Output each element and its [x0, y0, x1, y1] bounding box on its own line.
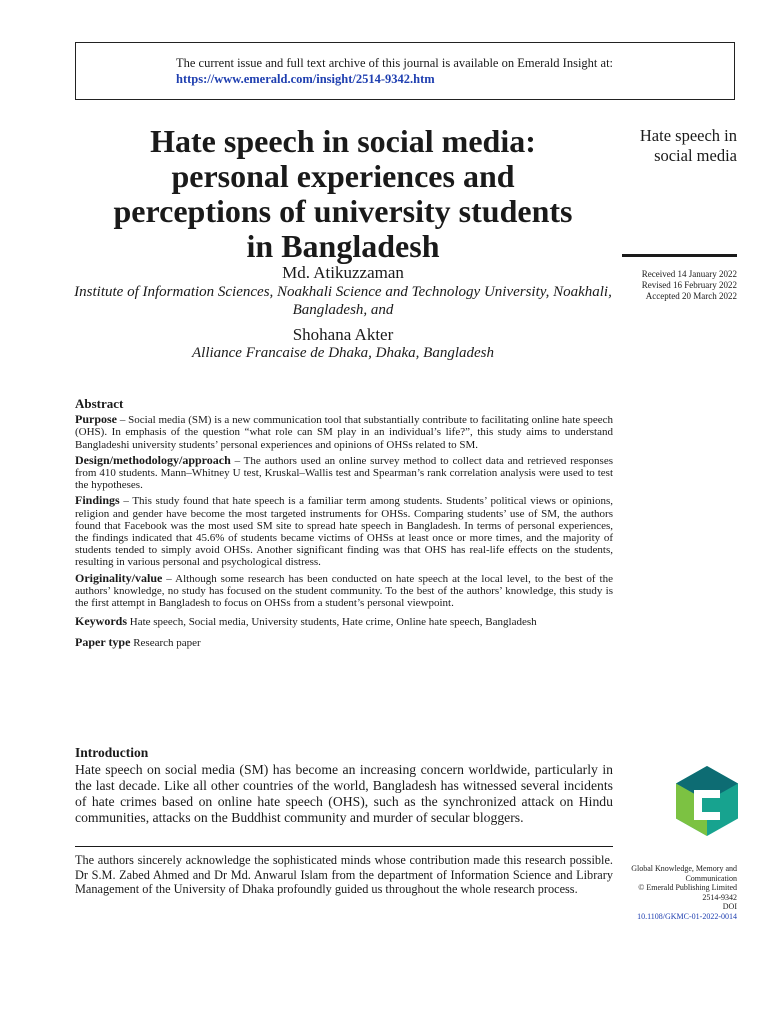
- purpose-label: Purpose: [75, 412, 117, 427]
- author-affiliation: Alliance Francaise de Dhaka, Dhaka, Bangladesh: [191, 345, 494, 361]
- title-line: perceptions of university students: [113, 193, 573, 229]
- introduction-heading: Introduction: [75, 745, 149, 760]
- emerald-crossmark-logo-icon: [676, 766, 738, 836]
- journal-line: Global Knowledge, Memory and: [631, 864, 737, 873]
- paper-type-label: Paper type: [75, 635, 131, 650]
- received-date: Received 14 January 2022: [641, 269, 737, 279]
- keywords-text: Hate speech, Social media, University students, Hate crime, Online hate speech, Bangladesh: [127, 616, 537, 629]
- abstract-originality: [75, 572, 613, 610]
- doi-label: DOI: [722, 902, 737, 911]
- running-head: [600, 126, 737, 166]
- originality-text: – Although some research has been conducted on hate speech at the local level, to the best of the authors’ knowledge, no study has focused on the student community. To the best of the authors’ knowledge, this study is the first attempt in Bangladesh to focus on OHSs from a student’s personal viewpoint.: [75, 572, 613, 610]
- doi-line: [600, 902, 737, 921]
- title-line: in Bangladesh: [246, 228, 440, 264]
- author-name: Md. Atikuzzaman: [282, 263, 404, 282]
- archive-notice: [176, 55, 613, 87]
- journal-line: Communication: [685, 873, 737, 883]
- archive-link[interactable]: https://www.emerald.com/insight/2514-9342.htm: [176, 72, 435, 86]
- abstract-design: [75, 454, 613, 492]
- journal-info: [600, 864, 737, 921]
- abstract: [75, 398, 613, 653]
- footnote-rule: [75, 846, 613, 847]
- doi-link[interactable]: 10.1108/GKMC-01-2022-0014: [637, 911, 737, 921]
- introduction-text: Hate speech on social media (SM) has become an increasing concern worldwide, particularly in the last decade. Like all other countries of the world, Bangladesh has witnessed several incidents of hate crimes based on online hate speech (OHS), such as the synchronized attack on Hindu communities, attacks on the Buddhist community and murder of secular bloggers.: [75, 762, 613, 825]
- findings-label: Findings: [75, 493, 120, 508]
- accepted-date: Accepted 20 March 2022: [645, 291, 737, 301]
- originality-label: Originality/value: [75, 570, 163, 585]
- paper-type-text: Research paper: [130, 637, 201, 650]
- abstract-purpose: [75, 413, 613, 451]
- archive-notice-text: The current issue and full text archive of this journal is available on Emerald Insight at:: [176, 56, 614, 70]
- keywords-label: Keywords: [75, 614, 127, 629]
- purpose-text: – Social media (SM) is a new communication tool that substantially contribute to facilitating online hate speech (OHS). In emphasis of the question “what role can SM play in an individual’s life?”, this study aims to understand Bangladeshi university students’ personal experiences and opinions of OHSs related to SM.: [75, 414, 613, 451]
- journal-line: © Emerald Publishing Limited: [638, 883, 737, 892]
- paper-type: [75, 636, 613, 649]
- running-head-rule: [622, 254, 737, 257]
- findings-text: – This study found that hate speech is a familiar term among students. Students’ political views or opinions, religion and gender have become the most targeted instruments for OHSs. Comparing students’ use of SM, the authors found that Facebook was the most used SM site to spread hate speech in Bangladesh. In terms of personal experiences, the findings indicated that 45.6% of students became victims of OHSs at least once or more times, and the majority of students tended to simply avoid OHSs. Another significant finding was that OHS has real-life effects on the students, resulting in various personal and psychological distress.: [75, 495, 613, 569]
- acknowledgement-footnote: The authors sincerely acknowledge the sophisticated minds whose contribution made this research possible. Dr S.M. Zabed Ahmed and Dr Md. Anwarul Islam from the department of Information Science and Library Management of the University of Dhaka profoundly guided us throughout the whole research process.: [75, 853, 613, 896]
- abstract-findings: [75, 494, 613, 568]
- keywords: [75, 615, 613, 628]
- revised-date: Revised 16 February 2022: [641, 280, 737, 290]
- abstract-heading: Abstract: [75, 396, 124, 411]
- title-line: personal experiences and: [171, 158, 515, 194]
- design-text: – The authors used an online survey method to collect data and retrieved responses from 410 students. Mann–Whitney U test, Kruskal–Wallis test and Spearman’s rank correlation analysis were used to test the hypotheses.: [75, 454, 613, 492]
- running-head-line: social media: [654, 146, 737, 165]
- paper-title: [60, 124, 626, 264]
- design-label: Design/methodology/approach: [75, 452, 231, 467]
- author-affiliation: Institute of Information Sciences, Noakhali Science and Technology University, Noakhali, Bangladesh, and: [74, 284, 612, 318]
- running-head-line: Hate speech in: [639, 126, 737, 145]
- journal-line: 2514-9342: [702, 892, 737, 902]
- author-name: Shohana Akter: [292, 325, 394, 344]
- title-line: Hate speech in social media:: [150, 123, 536, 159]
